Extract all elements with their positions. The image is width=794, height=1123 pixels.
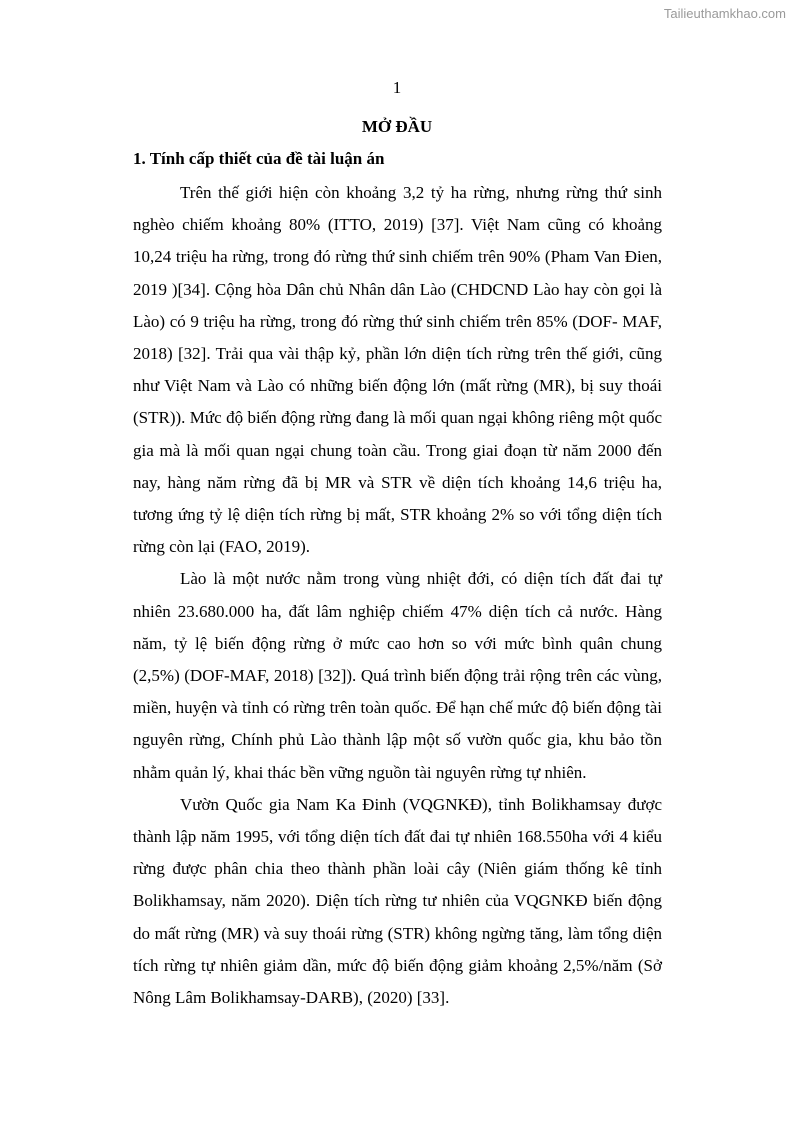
paragraph-1: Trên thế giới hiện còn khoảng 3,2 tỷ ha rừng, nhưng rừng thứ sinh nghèo chiếm khoảng 80% (ITTO, 2019) [37]. Việt Nam cũng có khoảng 10,24 triệu ha rừng, trong đó rừng thứ sinh chiếm trên 90% (Pham Van Đien, 2019 )[34]. Cộng hòa Dân chủ Nhân dân Lào (CHDCND Lào hay còn gọi là Lào) có 9 triệu ha rừng, trong đó rừng thứ sinh chiếm trên 85% (DOF- MAF, 2018) [32]. Trải qua vài thập kỷ, phần lớn diện tích rừng trên thế giới, cũng như Việt Nam và Lào có những biến động lớn (mất rừng (MR), bị suy thoái (STR)). Mức độ biến động rừng đang là mối quan ngại không riêng một quốc gia mà là mối quan ngại chung toàn cầu. Trong giai đoạn từ năm 2000 đến nay, hàng năm rừng đã bị MR và STR về diện tích khoảng 14,6 triệu ha, tương ứng tỷ lệ diện tích rừng bị mất, STR khoảng 2% so với tổng diện tích rừng còn lại (FAO, 2019). [133,183,662,557]
watermark: Tailieuthamkhao.com [663,6,786,21]
page-number: 1 [392,78,402,97]
paragraph-3: Vườn Quốc gia Nam Ka Đinh (VQGNKĐ), tỉnh Bolikhamsay được thành lập năm 1995, với tổng diện tích đất đai tự nhiên 168.550ha với 4 kiểu rừng được phân chia theo thành phần loài cây (Niên giám thống kê tỉnh Bolikhamsay, năm 2020). Diện tích rừng tư nhiên của VQGNKĐ biến động do mất rừng (MR) và suy thoái rừng (STR) không ngừng tăng, làm tổng diện tích rừng tự nhiên giảm dần, mức độ biến động giảm khoảng 2,5%/năm (Sở Nông Lâm Bolikhamsay-DARB), (2020) [33]. [133,794,662,1008]
page-title: MỞ ĐẦU [361,117,433,136]
body-text [133,177,662,1014]
section-heading: 1. Tính cấp thiết của đề tài luận án [133,149,385,168]
paragraph-2: Lào là một nước nằm trong vùng nhiệt đới, có diện tích đất đai tự nhiên 23.680.000 ha, đất lâm nghiệp chiếm 47% diện tích cả nước. Hàng năm, tỷ lệ biến động rừng ở mức cao hơn so với mức bình quân chung (2,5%) (DOF-MAF, 2018) [32]). Quá trình biến động trải rộng trên các vùng, miền, huyện và tỉnh có rừng trên toàn quốc. Để hạn chế mức độ biến động tài nguyên rừng, Chính phủ Lào thành lập một số vườn quốc gia, khu bảo tồn nhằm quản lý, khai thác bền vững nguồn tài nguyên rừng tự nhiên. [133,569,662,782]
